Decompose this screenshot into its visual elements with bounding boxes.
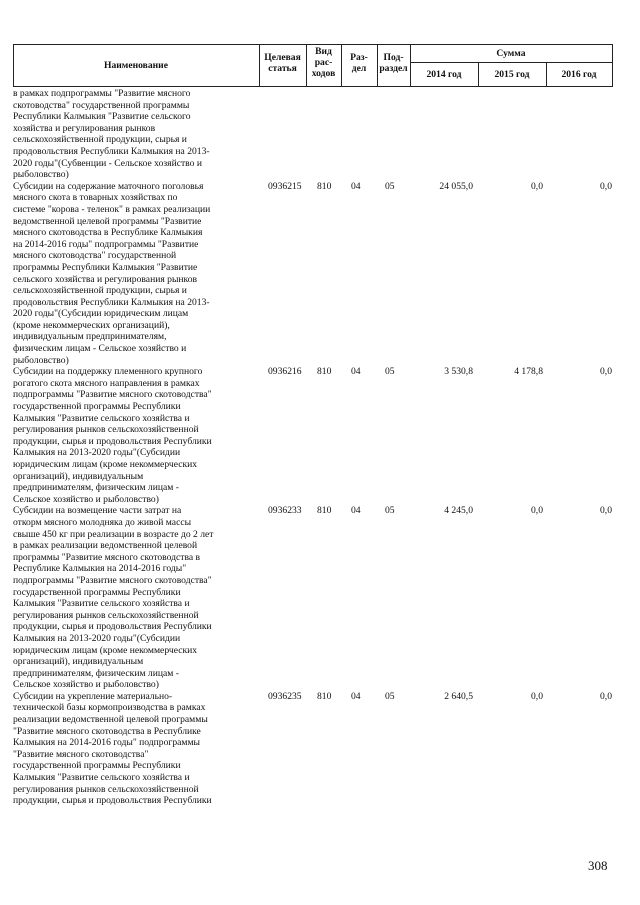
cell-y2014: 4 245,0 <box>444 505 473 517</box>
cell-code: 0936235 <box>268 690 302 702</box>
cell-code: 0936216 <box>268 366 302 378</box>
cell-vr: 810 <box>317 366 332 378</box>
cell-y2015: 0,0 <box>531 505 543 517</box>
page-number: 308 <box>588 858 608 873</box>
row-name: Субсидии на укрепление материально- технической базы кормопроизводства в рамках реализации ведомственной целевой программы "Развитие мясного скотоводства в Республике Калмыкия на 2014-2016 годы" подпрограммы "Развитие мясного скотоводства" государственной программы Республики Калмыкия "Развитие сельского хозяйства и регулирования рынков сельскохозяйственной продукции, сырья и продовольствия Республики <box>13 690 212 807</box>
table-header <box>0 0 640 90</box>
header-name: Наименование <box>104 60 168 71</box>
header-year-2016: 2016 год <box>561 69 597 80</box>
cell-y2015: 4 178,8 <box>514 366 543 378</box>
header-subsection: Под- раздел <box>379 52 408 74</box>
cell-y2016: 0,0 <box>600 180 612 192</box>
header-target-article: Целевая статья <box>264 52 301 74</box>
cell-pr: 05 <box>385 366 395 378</box>
cell-pr: 05 <box>385 690 395 702</box>
cell-code: 0936233 <box>268 505 302 517</box>
cell-rz: 04 <box>351 505 361 517</box>
row-name: Субсидии на поддержку племенного крупного рогатого скота мясного направления в рамках подпрограммы "Развитие мясного скотоводства" государственной программы Республики Калмыкия "Развитие сельского хозяйства и регулирования рынков сельскохозяйственной продукции, сырья и продовольствия Республики Калмыкия на 2013-2020 годы"(Субсидии юридическим лицам (кроме некоммерческих организаций), индивидуальным предпринимателям, физическим лицам - Сельское хозяйство и рыболовство) <box>13 366 212 505</box>
header-expense-type: Вид рас- ходов <box>311 46 336 79</box>
cell-vr: 810 <box>317 505 332 517</box>
table-row <box>0 181 640 367</box>
table-body <box>0 88 640 807</box>
row-name: в рамках подпрограммы "Развитие мясного скотоводства" государственной программы Республики Калмыкия "Развитие сельского хозяйства и регулирования рынков сельскохозяйственной продукции, сырья и продовольствия Республики Калмыкия на 2013- 2020 годы"(Субвенции - Сельское хозяйство и рыболовство) <box>13 88 210 181</box>
row-name: Субсидии на возмещение части затрат на откорм мясного молодняка до живой массы свыше 450 кг при реализации в возрасте до 2 лет в рамках реализации ведомственной целевой программы "Развитие мясного скотоводства в Республике Калмыкия на 2014-2016 годы" подпрограммы "Развитие мясного скотоводства" государственной программы Республики Калмыкия "Развитие сельского хозяйства и регулирования рынков сельскохозяйственной продукции, сырья и продовольствия Республики Калмыкия на 2013-2020 годы"(Субсидии юридическим лицам (кроме некоммерческих организаций), индивидуальным предпринимателям, физическим лицам - Сельское хозяйство и рыболовство) <box>13 505 214 691</box>
cell-vr: 810 <box>317 690 332 702</box>
cell-y2016: 0,0 <box>600 366 612 378</box>
cell-y2014: 3 530,8 <box>444 366 473 378</box>
cell-vr: 810 <box>317 180 332 192</box>
header-year-2014: 2014 год <box>426 69 462 80</box>
cell-y2015: 0,0 <box>531 180 543 192</box>
row-name: Субсидии на содержание маточного поголовья мясного скота в товарных хозяйствах по системе "корова - теленок" в рамках реализации ведомственной целевой программы "Развитие мясного скотоводства в Республике Калмыкия на 2014-2016 годы" подпрограммы "Развитие мясного скотоводства" государственной программы Республики Калмыкия "Развитие сельского хозяйства и регулирования рынков сельскохозяйственной продукции, сырья и продовольствия Республики Калмыкия на 2013- 2020 годы"(Субсидии юридическим лицам (кроме некоммерческих организаций), индивидуальным предпринимателям, физическим лицам - Сельское хозяйство и рыболовство) <box>13 180 211 366</box>
cell-pr: 05 <box>385 505 395 517</box>
cell-rz: 04 <box>351 180 361 192</box>
cell-rz: 04 <box>351 690 361 702</box>
cell-y2015: 0,0 <box>531 690 543 702</box>
cell-y2016: 0,0 <box>600 505 612 517</box>
table-row <box>0 691 640 807</box>
table-row <box>0 366 640 505</box>
header-section: Раз- дел <box>350 52 368 74</box>
cell-y2016: 0,0 <box>600 690 612 702</box>
cell-y2014: 2 640,5 <box>444 690 473 702</box>
cell-y2014: 24 055,0 <box>439 180 473 192</box>
cell-code: 0936215 <box>268 180 302 192</box>
table-row <box>0 88 640 181</box>
header-year-2015: 2015 год <box>494 69 530 80</box>
cell-rz: 04 <box>351 366 361 378</box>
cell-pr: 05 <box>385 180 395 192</box>
table-row <box>0 505 640 691</box>
header-sum: Сумма <box>496 48 526 59</box>
